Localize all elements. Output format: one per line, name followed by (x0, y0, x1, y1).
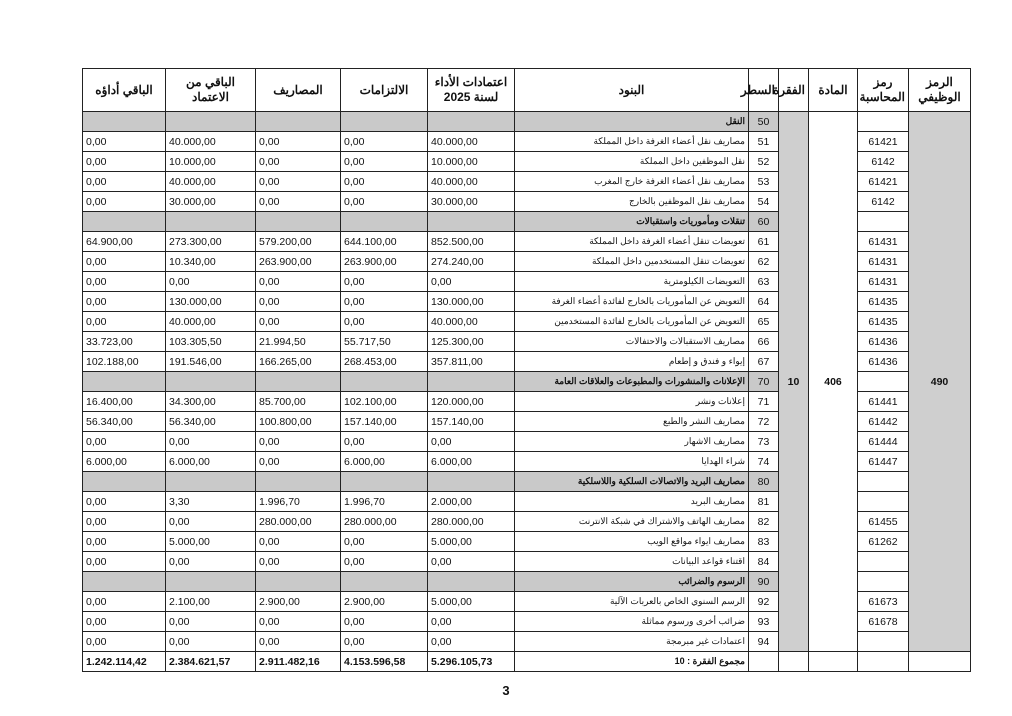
item-label-cell: مصاريف الاشهار (515, 432, 749, 452)
remaining-credit-cell: 10.000,00 (166, 152, 256, 172)
commitments-cell: 102.100,00 (341, 392, 428, 412)
item-label-cell: النقل (515, 112, 749, 132)
remaining-credit-cell (166, 472, 256, 492)
remaining-credit-cell: 191.546,00 (166, 352, 256, 372)
commitments-cell: 0,00 (341, 612, 428, 632)
item-label-cell: مصاريف نقل الموظفين بالخارج (515, 192, 749, 212)
remaining-payment-cell: 0,00 (83, 492, 166, 512)
expenses-cell: 21.994,50 (256, 332, 341, 352)
expenses-cell: 0,00 (256, 152, 341, 172)
commitments-cell: 0,00 (341, 272, 428, 292)
remaining-credit-cell (166, 212, 256, 232)
line-cell: 53 (749, 172, 779, 192)
accounting-code-cell (858, 572, 909, 592)
commitments-cell: 55.717,50 (341, 332, 428, 352)
header-remaining-credit: الباقي من الاعتماد (166, 69, 256, 112)
total-credits: 5.296.105,73 (428, 652, 515, 672)
expenses-cell: 0,00 (256, 292, 341, 312)
line-cell: 64 (749, 292, 779, 312)
item-label-cell: التعويض عن المأموريات بالخارج لفائدة أعضاء الغرفة (515, 292, 749, 312)
remaining-credit-cell: 0,00 (166, 432, 256, 452)
commitments-cell (341, 372, 428, 392)
total-remaining-payment: 1.242.114,42 (83, 652, 166, 672)
accounting-code-cell: 61431 (858, 252, 909, 272)
expenses-cell: 263.900,00 (256, 252, 341, 272)
commitments-cell: 280.000,00 (341, 512, 428, 532)
item-label-cell: مصاريف الهاتف والاشتراك في شبكة الانترنت (515, 512, 749, 532)
remaining-credit-cell (166, 372, 256, 392)
remaining-payment-cell: 16.400,00 (83, 392, 166, 412)
item-label-cell: التعويضات الكيلومترية (515, 272, 749, 292)
expenses-cell: 0,00 (256, 192, 341, 212)
credits-cell: 0,00 (428, 432, 515, 452)
line-cell: 72 (749, 412, 779, 432)
remaining-payment-cell (83, 212, 166, 232)
line-cell: 94 (749, 632, 779, 652)
expenses-cell: 0,00 (256, 632, 341, 652)
accounting-code-cell: 61262 (858, 532, 909, 552)
credits-cell: 40.000,00 (428, 132, 515, 152)
expenses-cell: 100.800,00 (256, 412, 341, 432)
remaining-payment-cell (83, 112, 166, 132)
total-row (83, 652, 971, 672)
remaining-credit-cell: 273.300,00 (166, 232, 256, 252)
credits-cell: 274.240,00 (428, 252, 515, 272)
expenses-cell: 1.996,70 (256, 492, 341, 512)
expenses-cell (256, 112, 341, 132)
accounting-code-cell: 61442 (858, 412, 909, 432)
accounting-code-cell (858, 472, 909, 492)
remaining-payment-cell: 0,00 (83, 312, 166, 332)
commitments-cell: 0,00 (341, 552, 428, 572)
credits-cell (428, 372, 515, 392)
remaining-credit-cell: 10.340,00 (166, 252, 256, 272)
expenses-cell: 2.900,00 (256, 592, 341, 612)
credits-cell (428, 212, 515, 232)
total-label: مجموع الفقرة : 10 (515, 652, 749, 672)
credits-cell (428, 572, 515, 592)
total-empty-cell (779, 652, 809, 672)
credits-cell (428, 112, 515, 132)
header-row (83, 69, 971, 112)
expenses-cell: 0,00 (256, 172, 341, 192)
expenses-cell: 0,00 (256, 432, 341, 452)
remaining-payment-cell: 33.723,00 (83, 332, 166, 352)
item-label-cell: تنقلات ومأموريات واستقبالات (515, 212, 749, 232)
accounting-code-cell: 61444 (858, 432, 909, 452)
expenses-cell: 579.200,00 (256, 232, 341, 252)
line-cell: 52 (749, 152, 779, 172)
remaining-payment-cell: 0,00 (83, 532, 166, 552)
header-article: المادة (809, 69, 858, 112)
header-items: البنود (515, 69, 749, 112)
expenses-cell: 0,00 (256, 552, 341, 572)
remaining-payment-cell: 0,00 (83, 512, 166, 532)
expenses-cell: 0,00 (256, 312, 341, 332)
item-label-cell: اقتناء قواعد البيانات (515, 552, 749, 572)
accounting-code-cell: 6142 (858, 152, 909, 172)
section-row (83, 112, 971, 132)
accounting-code-cell (858, 212, 909, 232)
item-label-cell: الرسم السنوي الخاص بالعربات الآلية (515, 592, 749, 612)
expenses-cell: 166.265,00 (256, 352, 341, 372)
remaining-credit-cell: 30.000,00 (166, 192, 256, 212)
expenses-cell: 280.000,00 (256, 512, 341, 532)
item-label-cell: مصاريف الاستقبالات والاحتفالات (515, 332, 749, 352)
remaining-payment-cell: 56.340,00 (83, 412, 166, 432)
total-expenses: 2.911.482,16 (256, 652, 341, 672)
line-cell: 70 (749, 372, 779, 392)
credits-cell: 5.000,00 (428, 532, 515, 552)
item-label-cell: إيواء و فندق و إطعام (515, 352, 749, 372)
line-cell: 80 (749, 472, 779, 492)
credits-cell: 5.000,00 (428, 592, 515, 612)
credits-cell: 40.000,00 (428, 312, 515, 332)
expenses-cell: 0,00 (256, 532, 341, 552)
remaining-payment-cell: 102.188,00 (83, 352, 166, 372)
credits-cell: 130.000,00 (428, 292, 515, 312)
item-label-cell: الإعلانات والمنشورات والمطبوعات والعلاقات العامة (515, 372, 749, 392)
accounting-code-cell (858, 492, 909, 512)
credits-cell: 6.000,00 (428, 452, 515, 472)
expenses-cell (256, 572, 341, 592)
commitments-cell: 157.140,00 (341, 412, 428, 432)
paragraph-cell: 10 (779, 112, 809, 652)
item-label-cell: التعويض عن المأموريات بالخارج لفائدة المستخدمين (515, 312, 749, 332)
expenses-cell: 0,00 (256, 272, 341, 292)
line-cell: 71 (749, 392, 779, 412)
remaining-payment-cell (83, 572, 166, 592)
accounting-code-cell: 61678 (858, 612, 909, 632)
remaining-credit-cell: 3,30 (166, 492, 256, 512)
accounting-code-cell (858, 372, 909, 392)
remaining-payment-cell (83, 472, 166, 492)
total-empty-cell (809, 652, 858, 672)
credits-cell: 2.000,00 (428, 492, 515, 512)
remaining-credit-cell: 0,00 (166, 272, 256, 292)
accounting-code-cell: 61421 (858, 132, 909, 152)
remaining-payment-cell: 0,00 (83, 292, 166, 312)
commitments-cell: 644.100,00 (341, 232, 428, 252)
credits-cell: 30.000,00 (428, 192, 515, 212)
commitments-cell: 0,00 (341, 432, 428, 452)
item-label-cell: تعويضات تنقل أعضاء الغرفة داخل المملكة (515, 232, 749, 252)
item-label-cell: مصاريف نقل أعضاء الغرفة داخل المملكة (515, 132, 749, 152)
accounting-code-cell: 61436 (858, 352, 909, 372)
remaining-credit-cell: 40.000,00 (166, 172, 256, 192)
commitments-cell (341, 472, 428, 492)
credits-cell: 280.000,00 (428, 512, 515, 532)
remaining-credit-cell: 0,00 (166, 612, 256, 632)
accounting-code-cell: 61441 (858, 392, 909, 412)
remaining-credit-cell: 40.000,00 (166, 132, 256, 152)
commitments-cell: 0,00 (341, 192, 428, 212)
total-remaining-credit: 2.384.621,57 (166, 652, 256, 672)
remaining-payment-cell: 0,00 (83, 632, 166, 652)
remaining-payment-cell: 0,00 (83, 252, 166, 272)
commitments-cell: 263.900,00 (341, 252, 428, 272)
line-cell: 66 (749, 332, 779, 352)
remaining-credit-cell (166, 572, 256, 592)
item-label-cell: شراء الهدايا (515, 452, 749, 472)
budget-table (82, 68, 971, 672)
total-empty-cell (749, 652, 779, 672)
item-label-cell: مصاريف البريد (515, 492, 749, 512)
header-credits: اعتمادات الأداء لسنة 2025 (428, 69, 515, 112)
header-commitments: الالتزامات (341, 69, 428, 112)
credits-cell (428, 472, 515, 492)
item-label-cell: الرسوم والضرائب (515, 572, 749, 592)
line-cell: 65 (749, 312, 779, 332)
header-remaining-payment: الباقي أداؤه (83, 69, 166, 112)
total-empty-cell (858, 652, 909, 672)
line-cell: 54 (749, 192, 779, 212)
line-cell: 62 (749, 252, 779, 272)
remaining-credit-cell: 0,00 (166, 552, 256, 572)
header-paragraph: الفقرة (779, 69, 809, 112)
remaining-credit-cell: 2.100,00 (166, 592, 256, 612)
total-commitments: 4.153.596,58 (341, 652, 428, 672)
item-label-cell: إعلانات ونشر (515, 392, 749, 412)
item-label-cell: اعتمادات غير مبرمجة (515, 632, 749, 652)
commitments-cell: 2.900,00 (341, 592, 428, 612)
remaining-payment-cell: 0,00 (83, 152, 166, 172)
commitments-cell (341, 112, 428, 132)
accounting-code-cell: 61447 (858, 452, 909, 472)
credits-cell: 357.811,00 (428, 352, 515, 372)
line-cell: 93 (749, 612, 779, 632)
line-cell: 84 (749, 552, 779, 572)
article-cell: 406 (809, 112, 858, 652)
credits-cell: 157.140,00 (428, 412, 515, 432)
remaining-payment-cell: 0,00 (83, 192, 166, 212)
header-functional-code: الرمز الوظيفي (909, 69, 971, 112)
item-label-cell: مصاريف نقل أعضاء الغرفة خارج المغرب (515, 172, 749, 192)
remaining-credit-cell: 0,00 (166, 512, 256, 532)
item-label-cell: نقل الموظفين داخل المملكة (515, 152, 749, 172)
commitments-cell: 0,00 (341, 132, 428, 152)
accounting-code-cell: 6142 (858, 192, 909, 212)
credits-cell: 0,00 (428, 612, 515, 632)
remaining-payment-cell: 0,00 (83, 592, 166, 612)
remaining-credit-cell: 0,00 (166, 632, 256, 652)
item-label-cell: مصاريف ايواء مواقع الويب (515, 532, 749, 552)
commitments-cell: 0,00 (341, 632, 428, 652)
credits-cell: 0,00 (428, 632, 515, 652)
commitments-cell: 0,00 (341, 292, 428, 312)
remaining-payment-cell: 0,00 (83, 552, 166, 572)
credits-cell: 0,00 (428, 552, 515, 572)
expenses-cell: 0,00 (256, 612, 341, 632)
remaining-credit-cell: 40.000,00 (166, 312, 256, 332)
header-line: السطر (749, 69, 779, 112)
commitments-cell (341, 572, 428, 592)
credits-cell: 40.000,00 (428, 172, 515, 192)
line-cell: 83 (749, 532, 779, 552)
commitments-cell: 6.000,00 (341, 452, 428, 472)
line-cell: 60 (749, 212, 779, 232)
accounting-code-cell (858, 632, 909, 652)
remaining-payment-cell: 0,00 (83, 612, 166, 632)
expenses-cell: 0,00 (256, 452, 341, 472)
line-cell: 74 (749, 452, 779, 472)
remaining-payment-cell: 0,00 (83, 172, 166, 192)
commitments-cell: 0,00 (341, 532, 428, 552)
expenses-cell (256, 372, 341, 392)
line-cell: 63 (749, 272, 779, 292)
item-label-cell: تعويضات تنقل المستخدمين داخل المملكة (515, 252, 749, 272)
accounting-code-cell (858, 112, 909, 132)
line-cell: 73 (749, 432, 779, 452)
line-cell: 82 (749, 512, 779, 532)
line-cell: 90 (749, 572, 779, 592)
accounting-code-cell (858, 552, 909, 572)
line-cell: 50 (749, 112, 779, 132)
item-label-cell: مصاريف البريد والاتصالات السلكية واللاسلكية (515, 472, 749, 492)
remaining-payment-cell: 64.900,00 (83, 232, 166, 252)
remaining-credit-cell: 103.305,50 (166, 332, 256, 352)
functional-code-cell: 490 (909, 112, 971, 652)
expenses-cell: 85.700,00 (256, 392, 341, 412)
remaining-credit-cell: 56.340,00 (166, 412, 256, 432)
remaining-credit-cell: 130.000,00 (166, 292, 256, 312)
page-number: 3 (502, 683, 510, 698)
credits-cell: 10.000,00 (428, 152, 515, 172)
expenses-cell: 0,00 (256, 132, 341, 152)
commitments-cell: 0,00 (341, 152, 428, 172)
commitments-cell: 0,00 (341, 172, 428, 192)
header-expenses: المصاريف (256, 69, 341, 112)
remaining-payment-cell: 0,00 (83, 272, 166, 292)
expenses-cell (256, 472, 341, 492)
item-label-cell: مصاريف النشر والطبع (515, 412, 749, 432)
remaining-credit-cell (166, 112, 256, 132)
commitments-cell: 0,00 (341, 312, 428, 332)
accounting-code-cell: 61435 (858, 292, 909, 312)
header-accounting-code: رمز المحاسبة (858, 69, 909, 112)
credits-cell: 120.000,00 (428, 392, 515, 412)
remaining-credit-cell: 6.000,00 (166, 452, 256, 472)
line-cell: 61 (749, 232, 779, 252)
total-empty-cell (909, 652, 971, 672)
remaining-payment-cell: 0,00 (83, 432, 166, 452)
accounting-code-cell: 61421 (858, 172, 909, 192)
item-label-cell: ضرائب أخرى ورسوم مماثلة (515, 612, 749, 632)
credits-cell: 852.500,00 (428, 232, 515, 252)
line-cell: 67 (749, 352, 779, 372)
accounting-code-cell: 61673 (858, 592, 909, 612)
credits-cell: 0,00 (428, 272, 515, 292)
accounting-code-cell: 61431 (858, 272, 909, 292)
remaining-payment-cell: 0,00 (83, 132, 166, 152)
accounting-code-cell: 61435 (858, 312, 909, 332)
remaining-credit-cell: 5.000,00 (166, 532, 256, 552)
expenses-cell (256, 212, 341, 232)
line-cell: 51 (749, 132, 779, 152)
remaining-credit-cell: 34.300,00 (166, 392, 256, 412)
accounting-code-cell: 61431 (858, 232, 909, 252)
line-cell: 92 (749, 592, 779, 612)
credits-cell: 125.300,00 (428, 332, 515, 352)
accounting-code-cell: 61455 (858, 512, 909, 532)
commitments-cell: 1.996,70 (341, 492, 428, 512)
commitments-cell (341, 212, 428, 232)
line-cell: 81 (749, 492, 779, 512)
remaining-payment-cell: 6.000,00 (83, 452, 166, 472)
remaining-payment-cell (83, 372, 166, 392)
accounting-code-cell: 61436 (858, 332, 909, 352)
commitments-cell: 268.453,00 (341, 352, 428, 372)
